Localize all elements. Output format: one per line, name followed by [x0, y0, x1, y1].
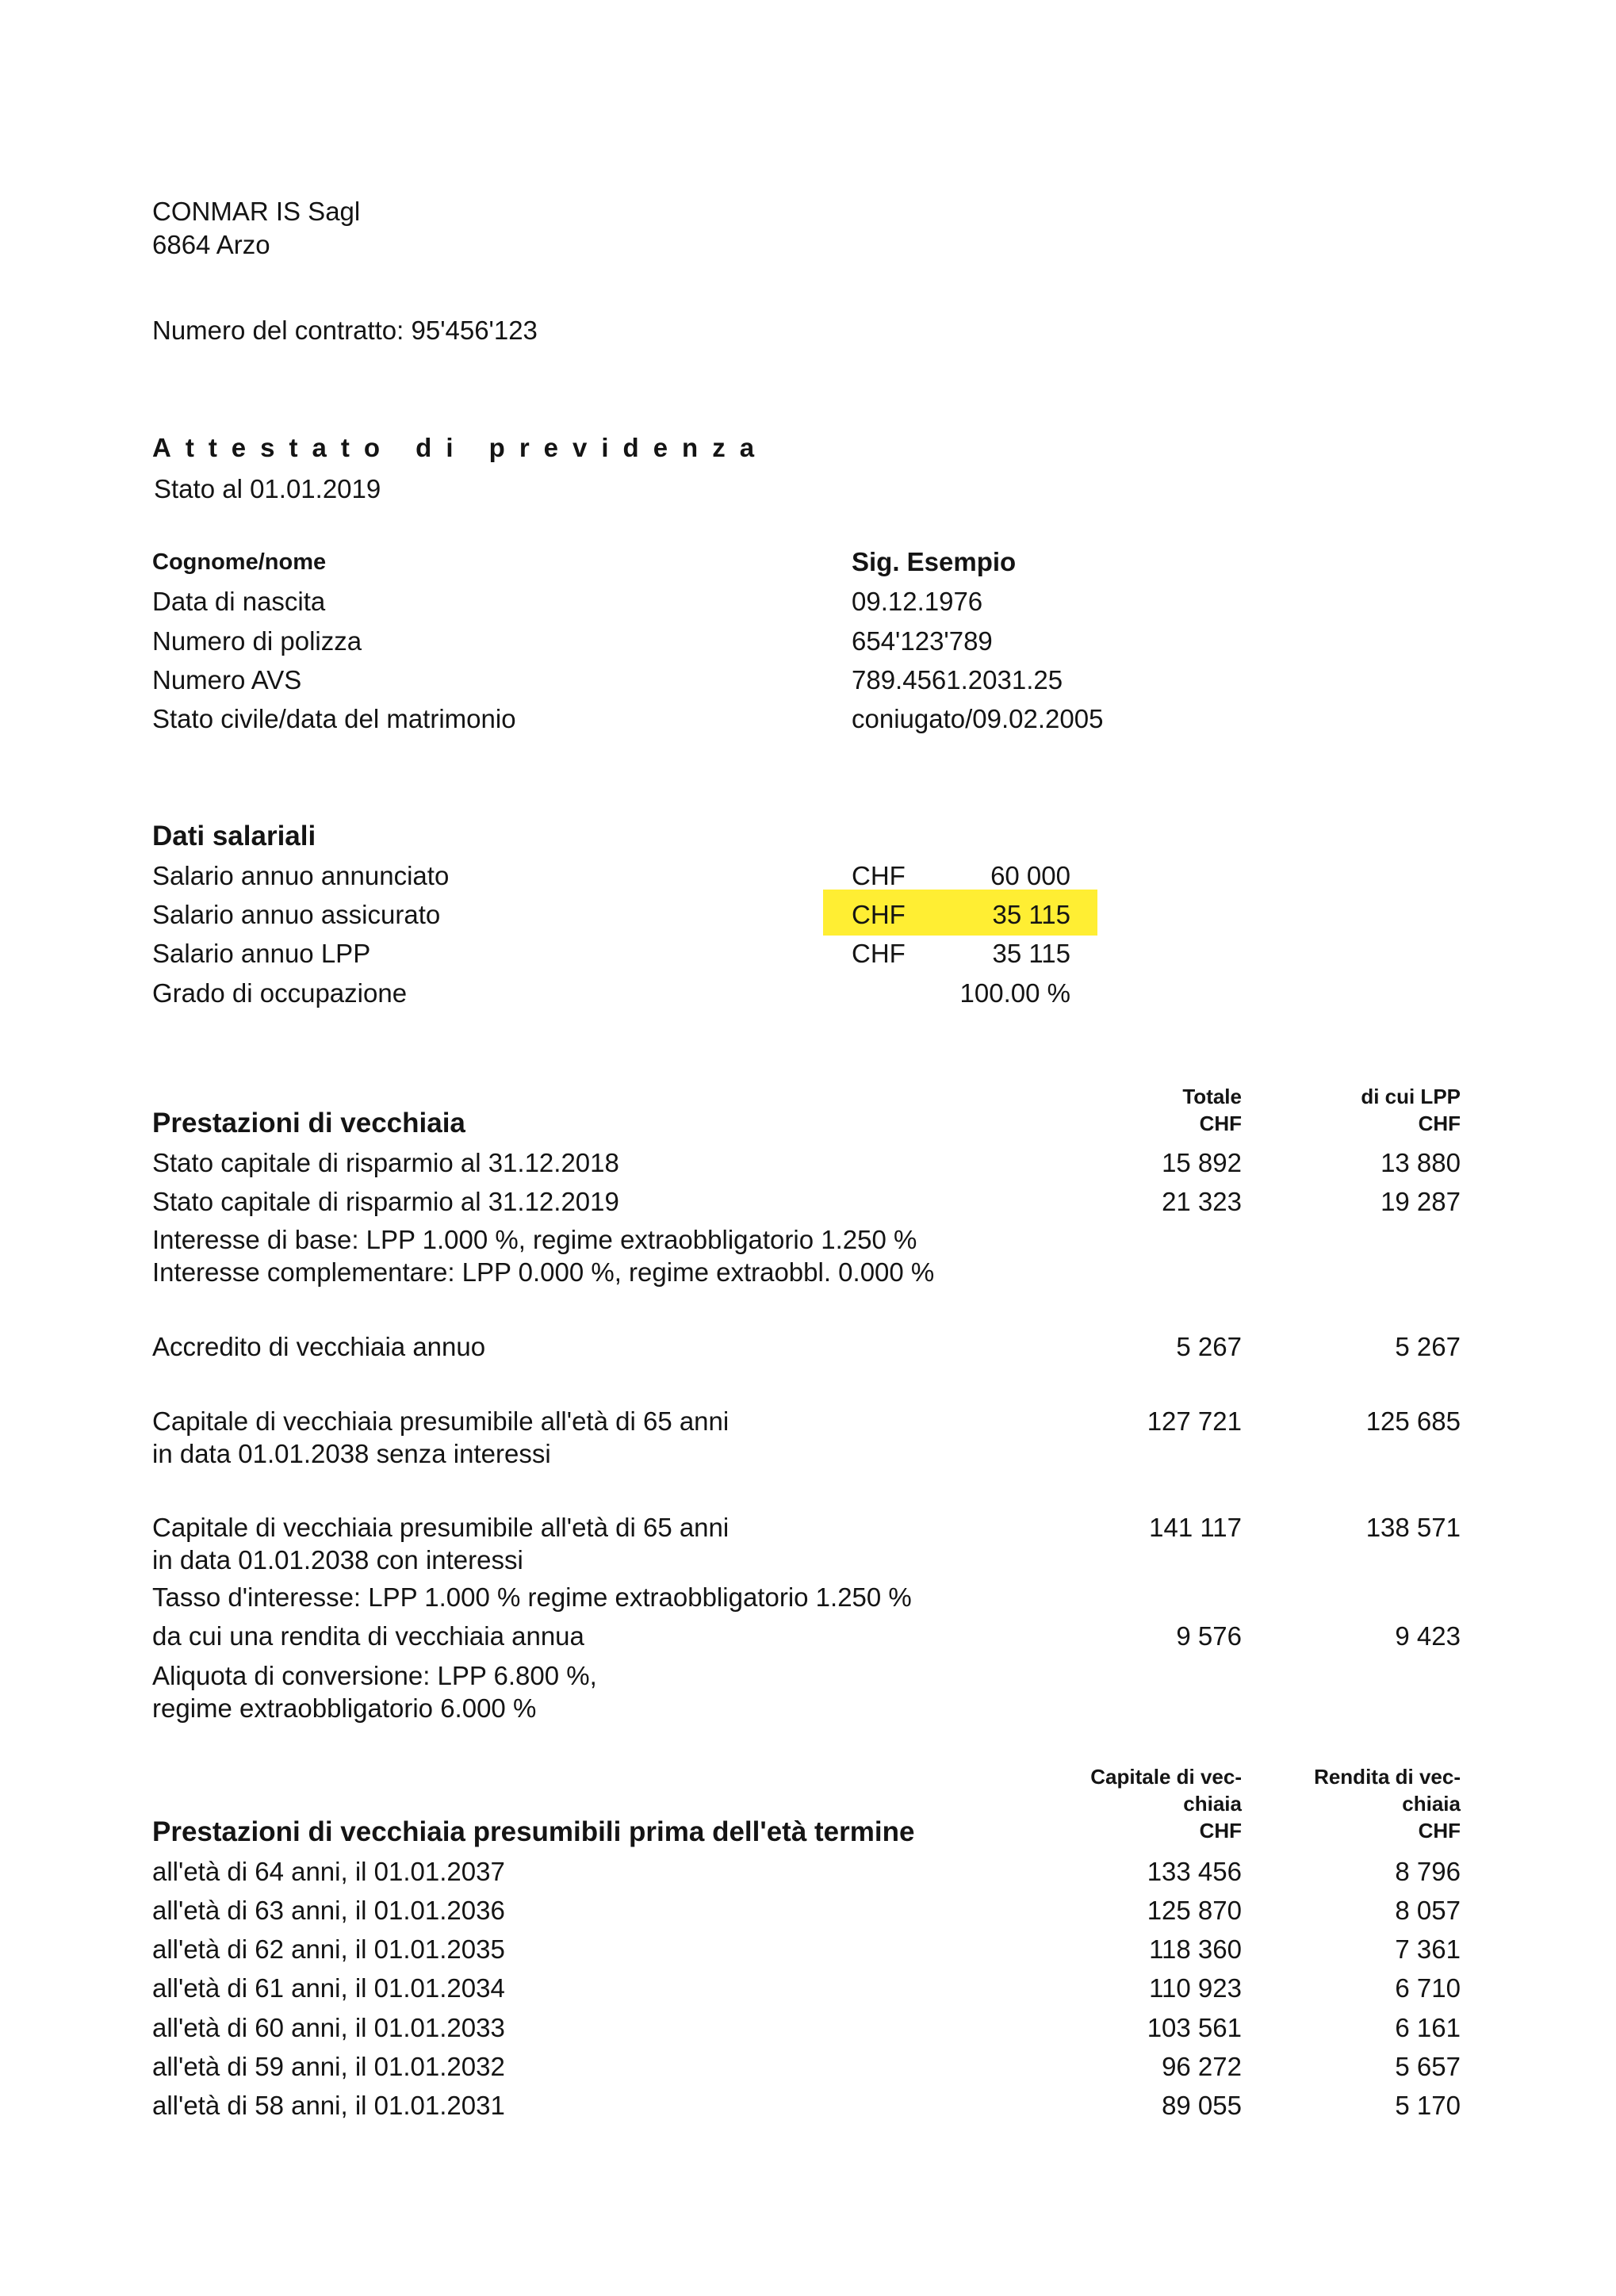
- row-lpp: 9 423: [1395, 1621, 1461, 1651]
- interest-complementary: Interesse complementare: LPP 0.000 %, regime extraobbl. 0.000 %: [152, 1257, 935, 1287]
- salary-currency: CHF: [852, 939, 906, 968]
- old-age-heading: Prestazioni di vecchiaia: [152, 1108, 465, 1138]
- table-row-label: all'età di 64 anni, il 01.01.2037: [152, 1857, 505, 1886]
- row-lpp: 13 880: [1380, 1148, 1461, 1177]
- col-header: chiaia: [1183, 1792, 1242, 1816]
- col-header: di cui LPP: [1361, 1085, 1461, 1108]
- col-header: Capitale di vec-: [1090, 1765, 1242, 1789]
- company-name: CONMAR IS Sagl: [152, 197, 361, 226]
- contract-number: Numero del contratto: 95'456'123: [152, 316, 538, 345]
- table-row-capital: 103 561: [1147, 2013, 1242, 2042]
- person-label: Stato civile/data del matrimonio: [152, 704, 516, 733]
- table-row-label: all'età di 61 anni, il 01.01.2034: [152, 1973, 505, 2003]
- col-header: Totale: [1182, 1085, 1242, 1108]
- person-label: Numero AVS: [152, 665, 302, 695]
- conversion-rate: Aliquota di conversione: LPP 6.800 %,: [152, 1661, 597, 1690]
- table-row-capital: 89 055: [1162, 2091, 1242, 2120]
- company-city: 6864 Arzo: [152, 230, 270, 259]
- salary-value: 100.00 %: [959, 978, 1070, 1008]
- conversion-rate: regime extraobbligatorio 6.000 %: [152, 1693, 537, 1723]
- person-label: Cognome/nome: [152, 549, 327, 575]
- status-date: Stato al 01.01.2019: [154, 474, 381, 503]
- table-row-label: all'età di 59 anni, il 01.01.2032: [152, 2052, 505, 2081]
- row-label: in data 01.01.2038 con interessi: [152, 1545, 523, 1575]
- row-lpp: 125 685: [1365, 1406, 1461, 1436]
- person-label: Data di nascita: [152, 587, 326, 616]
- interest-rate: Tasso d'interesse: LPP 1.000 % regime extraobbligatorio 1.250 %: [152, 1582, 912, 1612]
- col-header: CHF: [1199, 1112, 1242, 1135]
- person-value: 654'123'789: [852, 626, 993, 656]
- row-lpp: 19 287: [1380, 1187, 1461, 1216]
- table-row-annuity: 6 710: [1395, 1973, 1461, 2003]
- salary-value: 35 115: [992, 939, 1070, 968]
- row-lpp: 5 267: [1395, 1332, 1461, 1361]
- row-label: in data 01.01.2038 senza interessi: [152, 1439, 551, 1468]
- row-lpp: 138 571: [1365, 1513, 1461, 1542]
- row-total: 127 721: [1147, 1406, 1242, 1436]
- early-heading: Prestazioni di vecchiaia presumibili prima dell'età termine: [152, 1816, 915, 1847]
- row-total: 5 267: [1176, 1332, 1242, 1361]
- person-label: Numero di polizza: [152, 626, 362, 656]
- salary-currency: CHF: [852, 861, 906, 890]
- row-label: Capitale di vecchiaia presumibile all'età di 65 anni: [152, 1406, 729, 1436]
- row-total: 21 323: [1162, 1187, 1242, 1216]
- salary-label: Salario annuo assicurato: [152, 900, 441, 929]
- col-header: CHF: [1418, 1112, 1461, 1135]
- table-row-capital: 96 272: [1162, 2052, 1242, 2081]
- row-label: Stato capitale di risparmio al 31.12.2019: [152, 1187, 619, 1216]
- person-value: 09.12.1976: [852, 587, 983, 616]
- person-value: coniugato/09.02.2005: [852, 704, 1104, 733]
- col-header: chiaia: [1402, 1792, 1461, 1816]
- table-row-label: all'età di 62 anni, il 01.01.2035: [152, 1934, 505, 1964]
- salary-value: 35 115: [992, 900, 1070, 929]
- row-label: Accredito di vecchiaia annuo: [152, 1332, 486, 1361]
- table-row-capital: 110 923: [1149, 1973, 1242, 2003]
- col-header: CHF: [1199, 1819, 1242, 1843]
- table-row-label: all'età di 63 anni, il 01.01.2036: [152, 1896, 505, 1925]
- salary-label: Salario annuo LPP: [152, 939, 371, 968]
- salary-heading: Dati salariali: [152, 821, 316, 851]
- document-title: Attestato di previdenza: [152, 433, 769, 462]
- row-label: Stato capitale di risparmio al 31.12.2018: [152, 1148, 619, 1177]
- col-header: Rendita di vec-: [1314, 1765, 1461, 1789]
- col-header: CHF: [1418, 1819, 1461, 1843]
- table-row-annuity: 5 657: [1395, 2052, 1461, 2081]
- table-row-capital: 125 870: [1147, 1896, 1242, 1925]
- table-row-annuity: 7 361: [1395, 1934, 1461, 1964]
- table-row-label: all'età di 60 anni, il 01.01.2033: [152, 2013, 505, 2042]
- person-value: Sig. Esempio: [852, 547, 1017, 576]
- table-row-annuity: 5 170: [1395, 2091, 1461, 2120]
- table-row-annuity: 8 796: [1395, 1857, 1461, 1886]
- row-label: Capitale di vecchiaia presumibile all'età di 65 anni: [152, 1513, 729, 1542]
- table-row-capital: 133 456: [1147, 1857, 1242, 1886]
- interest-base: Interesse di base: LPP 1.000 %, regime extraobbligatorio 1.250 %: [152, 1225, 917, 1254]
- row-label: da cui una rendita di vecchiaia annua: [152, 1621, 584, 1651]
- table-row-annuity: 6 161: [1395, 2013, 1461, 2042]
- table-row-label: all'età di 58 anni, il 01.01.2031: [152, 2091, 505, 2120]
- row-total: 15 892: [1162, 1148, 1242, 1177]
- salary-currency: CHF: [852, 900, 906, 929]
- table-row-capital: 118 360: [1149, 1934, 1242, 1964]
- salary-value: 60 000: [990, 861, 1070, 890]
- row-total: 9 576: [1176, 1621, 1242, 1651]
- row-total: 141 117: [1149, 1513, 1242, 1542]
- table-row-annuity: 8 057: [1395, 1896, 1461, 1925]
- salary-label: Grado di occupazione: [152, 978, 408, 1008]
- salary-label: Salario annuo annunciato: [152, 861, 450, 890]
- person-value: 789.4561.2031.25: [852, 665, 1063, 695]
